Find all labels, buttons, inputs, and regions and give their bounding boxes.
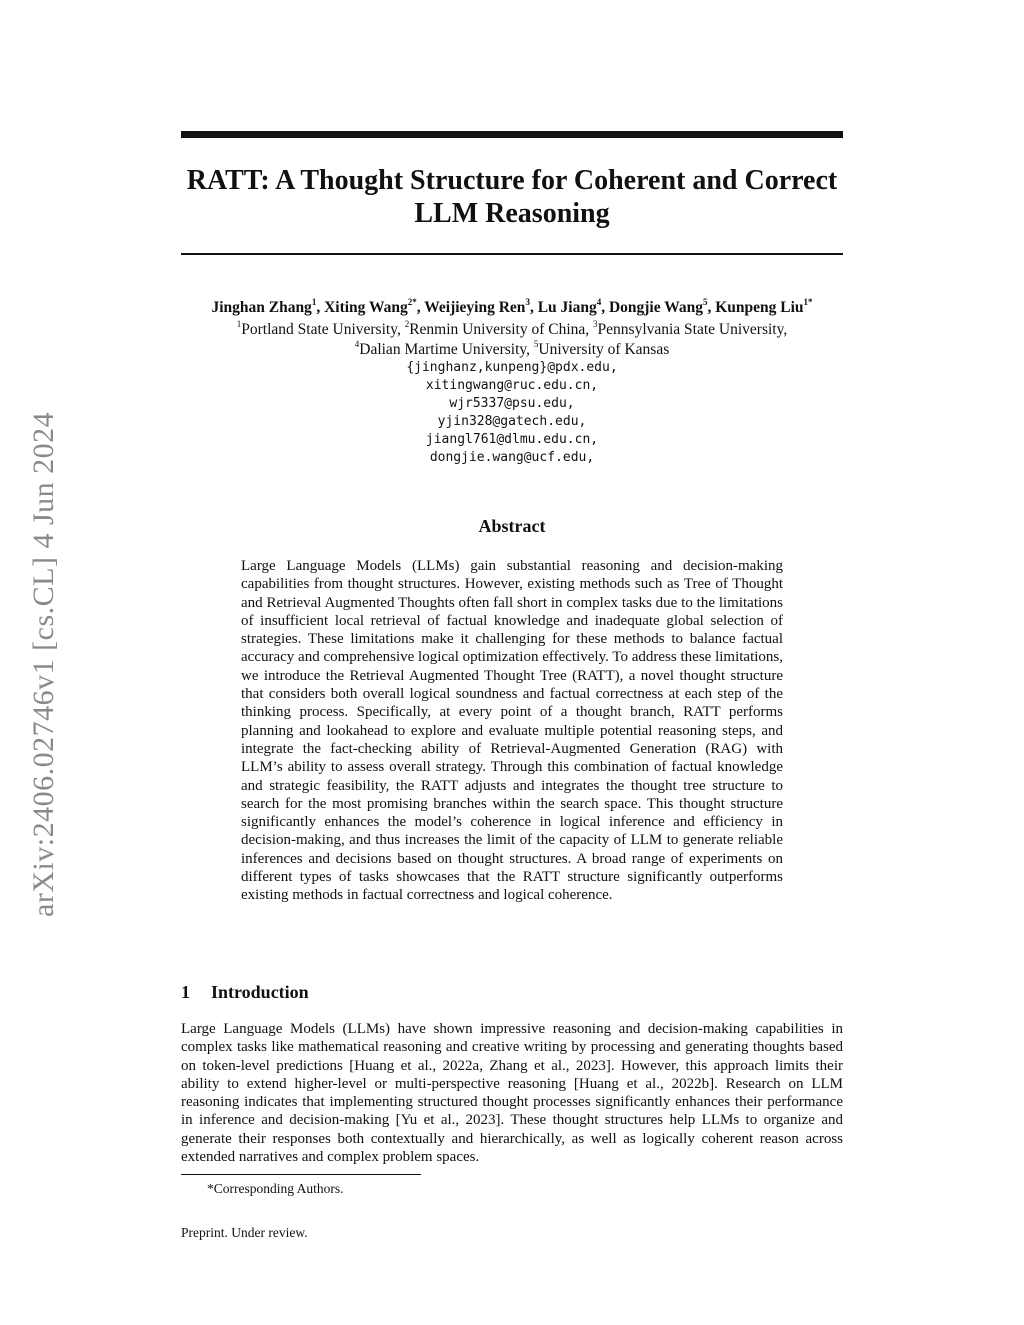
preprint-note: Preprint. Under review. [181, 1225, 308, 1240]
author-name: Weijieying Ren [424, 299, 526, 316]
affil-name: Pennsylvania State University [597, 321, 784, 338]
email[interactable]: dongjie.wang@ucf.edu, [429, 450, 595, 465]
affiliations-line-2: $^4$Dalian Martime University, $^5$University of Kansas [354, 338, 670, 358]
author-mark: 1 [311, 296, 317, 307]
author-list: Jinghan Zhang$^1$, Xiting Wang$^{2*}$, Weijieying Ren$^3$, Lu Jiang$^4$, Dongjie Wang$^5$, Kunpeng Liu$^{1*}$ [211, 296, 813, 316]
affil-name: Portland State University [241, 321, 397, 338]
title-bottom-rule [181, 253, 843, 255]
author-name: Dongjie Wang [608, 299, 703, 316]
affil-name: University of Kansas [538, 341, 670, 358]
section-title: Introduction [211, 982, 309, 1002]
section-number: 1 [181, 982, 190, 1002]
author-mark: 3 [525, 296, 530, 307]
title-line-2: LLM Reasoning [414, 198, 610, 229]
author-name: Jinghan Zhang [211, 299, 312, 316]
email[interactable]: wjr5337@psu.edu, [449, 396, 575, 411]
affil-mark: 3 [593, 318, 598, 329]
affil-name: Dalian Martime University [359, 341, 527, 358]
title-line-1: RATT: A Thought Structure for Coherent and Correct [186, 165, 838, 196]
email[interactable]: yjin328@gatech.edu, [437, 414, 587, 429]
author-mark: 5 [702, 296, 708, 307]
abstract-heading: Abstract [478, 516, 546, 536]
author-name: Kunpeng Liu [715, 299, 804, 316]
affil-mark: 4 [354, 338, 360, 349]
affil-name: Renmin University of China [409, 321, 586, 338]
affil-mark: 5 [533, 338, 539, 349]
email[interactable]: xitingwang@ruc.edu.cn, [425, 378, 599, 393]
email[interactable]: {jinghanz,kunpeng}@pdx.edu, [406, 360, 618, 375]
paper-title [150, 164, 874, 230]
author-mark: 2* [407, 296, 417, 307]
affil-mark: 2 [404, 318, 410, 329]
section-heading [181, 980, 309, 1004]
footnote: *Corresponding Authors. [207, 1181, 344, 1196]
arxiv-stamp: arXiv:2406.02746v1 [cs.CL] 4 Jun 2024 [27, 411, 60, 917]
title-top-rule [181, 131, 843, 138]
author-mark: 4 [596, 296, 602, 307]
email[interactable]: jiangl761@dlmu.edu.cn, [425, 432, 599, 447]
author-name: Xiting Wang [324, 299, 408, 316]
footnote-rule [181, 1174, 421, 1175]
abstract-text: Large Language Models (LLMs) gain substantial reasoning and decision-making capabilities from thought structures. However, existing methods such as Tree of Thought and Retrieval Augmented Thoughts often fall short in complex tasks due to the limitations of insufficient local retrieval of factual knowledge and inadequate global selection of strategies. These limitations make it challenging for these methods to balance factual accuracy and comprehensive logical optimization effectively. To address these limitations, we introduce the Retrieval Augmented Thought Tree (RATT), a novel thought structure that considers both overall logical soundness and factual correctness at each step of the thinking process. Specifically, at every point of a thought branch, RATT performs planning and lookahead to explore and evaluate multiple potential reasoning steps, and integrate the fact-checking ability of Retrieval-Augmented Generation (RAG) with LLM’s ability to assess overall strategy. Through this combination of factual knowledge and strategic feasibility, the RATT adjusts and integrates the thought tree structure to search for the most promising branches within the search space. This thought structure significantly enhances the model’s coherence in logical inference and efficiency in decision-making, and thus increases the limit of the capacity of LLM to generate reliable inferences and decisions based on thought structures. A broad range of experiments on different types of tasks showcases that the RATT structure significantly outperforms existing methods in factual correctness and logical coherence. [241, 558, 783, 904]
affil-mark: 1 [236, 318, 242, 329]
affiliations-line-1: $^1$Portland State University, $^2$Renmin University of China, $^3$Pennsylvania State University, [236, 318, 788, 338]
introduction-text: Large Language Models (LLMs) have shown impressive reasoning and decision-making capabilities in complex tasks like mathematical reasoning and creative writing by processing and generating thoughts based on token-level predictions [Huang et al., 2022a, Zhang et al., 2023]. However, this approach limits their ability to extend higher-level or multi-perspective reasoning [Huang et al., 2022b]. Research on LLM reasoning indicates that implementing structured thought processes significantly enhances their performance in inference and decision-making [Yu et al., 2023]. These thought structures help LLMs to organize and generate their responses both contextually and hierarchically, as well as logically coherent reason across extended narratives and complex problem spaces. [181, 1021, 843, 1166]
author-name: Lu Jiang [537, 299, 597, 316]
author-mark: 1* [803, 296, 813, 307]
